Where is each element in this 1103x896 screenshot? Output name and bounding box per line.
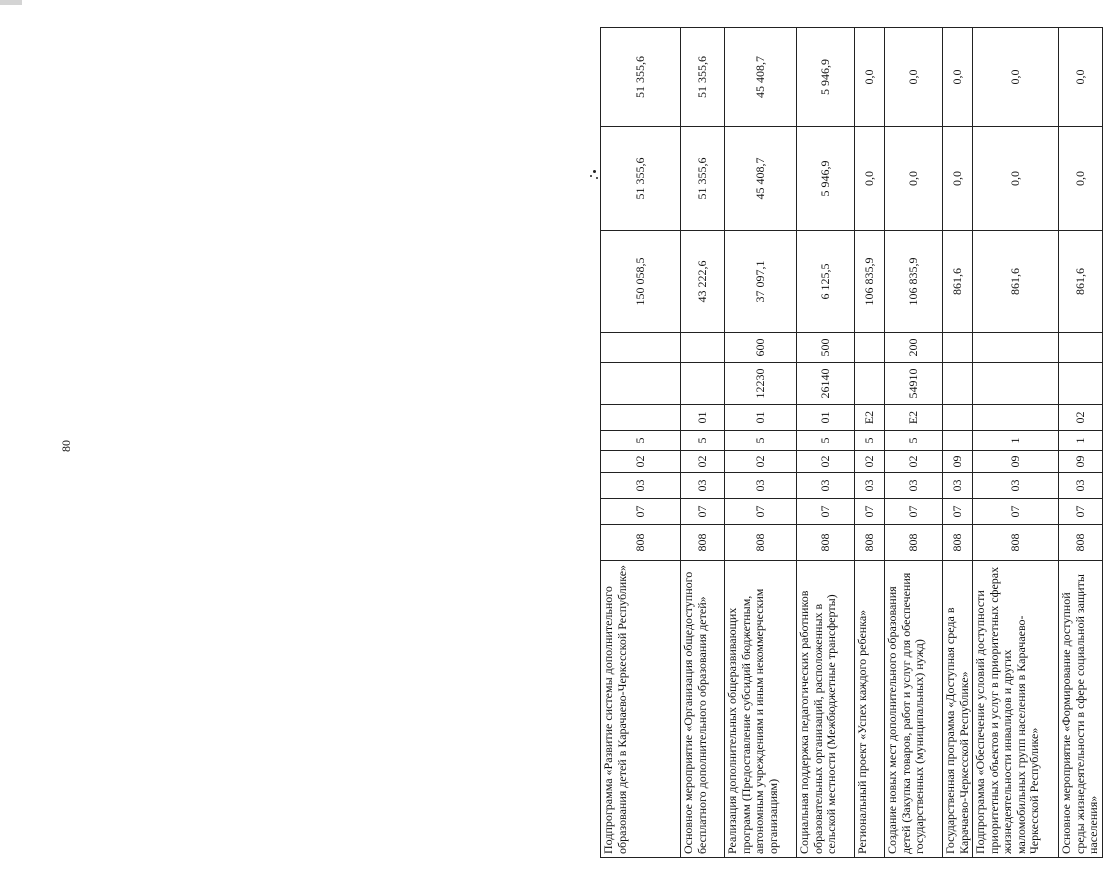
cell-csr-subprogram: 5 bbox=[601, 431, 681, 451]
cell-name: Подпрограмма «Обеспечение условий доступности приоритетных объектов и услуг в приоритетных сферах жизнедеятельности инвалидов и других маломобильных групп населения в Карачаево-Черкесской Республике» bbox=[973, 561, 1059, 858]
cell-pr: 03 bbox=[855, 473, 885, 499]
cell-csr-subprogram: 5 bbox=[855, 431, 885, 451]
cell-csr-program: 02 bbox=[855, 451, 885, 473]
cell-sum-1: 106 835,9 bbox=[885, 231, 943, 333]
cell-csr-direction: 26140 bbox=[797, 363, 855, 405]
cell-vr bbox=[1059, 333, 1103, 363]
cell-vr bbox=[601, 333, 681, 363]
cell-csr-direction bbox=[1059, 363, 1103, 405]
cell-csr-event: 02 bbox=[1059, 405, 1103, 431]
cell-csr-program: 09 bbox=[1059, 451, 1103, 473]
rotated-page-content bbox=[600, 28, 1100, 858]
cell-pr: 03 bbox=[797, 473, 855, 499]
table-row bbox=[797, 28, 855, 858]
cell-name: Основное мероприятие «Организация общедоступного бесплатного дополнительного образования детей» bbox=[681, 561, 725, 858]
cell-csr-program: 02 bbox=[681, 451, 725, 473]
cell-csr-program: 02 bbox=[725, 451, 797, 473]
cell-ved: 808 bbox=[943, 525, 973, 561]
cell-csr-subprogram: 5 bbox=[681, 431, 725, 451]
cell-ved: 808 bbox=[973, 525, 1059, 561]
cell-csr-event: E2 bbox=[855, 405, 885, 431]
table-row bbox=[601, 28, 681, 858]
cell-vr: 600 bbox=[725, 333, 797, 363]
cell-name: Основное мероприятие «Формирование доступной среды жизнедеятельности в сфере социальной защиты населения» bbox=[1059, 561, 1103, 858]
table-row bbox=[681, 28, 725, 858]
cell-rz: 07 bbox=[797, 499, 855, 525]
cell-sum-2: 45 408,7 bbox=[725, 127, 797, 231]
cell-ved: 808 bbox=[725, 525, 797, 561]
cell-vr bbox=[973, 333, 1059, 363]
cell-sum-2: 51 355,6 bbox=[681, 127, 725, 231]
cell-csr-subprogram: 5 bbox=[797, 431, 855, 451]
cell-rz: 07 bbox=[725, 499, 797, 525]
cell-csr-event: 01 bbox=[681, 405, 725, 431]
cell-pr: 03 bbox=[681, 473, 725, 499]
cell-pr: 03 bbox=[601, 473, 681, 499]
cell-csr-subprogram bbox=[943, 431, 973, 451]
cell-vr bbox=[943, 333, 973, 363]
cell-csr-subprogram: 1 bbox=[1059, 431, 1103, 451]
cell-csr-event bbox=[601, 405, 681, 431]
cell-rz: 07 bbox=[681, 499, 725, 525]
cell-sum-2: 0,0 bbox=[855, 127, 885, 231]
table-row bbox=[973, 28, 1059, 858]
cell-ved: 808 bbox=[885, 525, 943, 561]
table-row bbox=[855, 28, 885, 858]
cell-vr bbox=[681, 333, 725, 363]
cell-vr: 200 bbox=[885, 333, 943, 363]
cell-rz: 07 bbox=[855, 499, 885, 525]
cell-csr-event: E2 bbox=[885, 405, 943, 431]
cell-sum-1: 43 222,6 bbox=[681, 231, 725, 333]
cell-csr-program: 02 bbox=[885, 451, 943, 473]
cell-sum-3: 45 408,7 bbox=[725, 28, 797, 127]
cell-csr-direction bbox=[855, 363, 885, 405]
cell-pr: 03 bbox=[725, 473, 797, 499]
cell-sum-1: 37 097,1 bbox=[725, 231, 797, 333]
cell-csr-direction bbox=[973, 363, 1059, 405]
scan-speck bbox=[596, 177, 598, 179]
cell-sum-3: 51 355,6 bbox=[601, 28, 681, 127]
cell-rz: 07 bbox=[943, 499, 973, 525]
cell-csr-event bbox=[973, 405, 1059, 431]
cell-csr-direction bbox=[601, 363, 681, 405]
cell-csr-direction bbox=[681, 363, 725, 405]
cell-csr-program: 02 bbox=[601, 451, 681, 473]
cell-vr bbox=[855, 333, 885, 363]
cell-csr-program: 02 bbox=[797, 451, 855, 473]
cell-sum-3: 5 946,9 bbox=[797, 28, 855, 127]
cell-sum-3: 0,0 bbox=[1059, 28, 1103, 127]
cell-csr-subprogram: 5 bbox=[885, 431, 943, 451]
cell-rz: 07 bbox=[1059, 499, 1103, 525]
cell-pr: 03 bbox=[943, 473, 973, 499]
cell-name: Подпрограмма «Развитие системы дополнительного образования детей в Карачаево-Черкесской Республике» bbox=[601, 561, 681, 858]
cell-ved: 808 bbox=[855, 525, 885, 561]
cell-csr-program: 09 bbox=[973, 451, 1059, 473]
cell-sum-2: 0,0 bbox=[1059, 127, 1103, 231]
cell-csr-event: 01 bbox=[725, 405, 797, 431]
cell-csr-subprogram: 1 bbox=[973, 431, 1059, 451]
cell-sum-2: 0,0 bbox=[943, 127, 973, 231]
cell-rz: 07 bbox=[885, 499, 943, 525]
cell-sum-1: 861,6 bbox=[1059, 231, 1103, 333]
cell-name: Социальная поддержка педагогических работников образовательных организаций, расположенных в сельской местности (Межбюджетные трансферты) bbox=[797, 561, 855, 858]
cell-csr-direction: 54910 bbox=[885, 363, 943, 405]
cell-ved: 808 bbox=[797, 525, 855, 561]
cell-csr-program: 09 bbox=[943, 451, 973, 473]
scan-speck bbox=[590, 175, 592, 177]
cell-csr-subprogram: 5 bbox=[725, 431, 797, 451]
cell-sum-3: 0,0 bbox=[943, 28, 973, 127]
table-row bbox=[885, 28, 943, 858]
cell-ved: 808 bbox=[681, 525, 725, 561]
scan-speck bbox=[593, 170, 596, 173]
cell-pr: 03 bbox=[885, 473, 943, 499]
cell-name: Реализация дополнительных общеразвивающих программ (Предоставление субсидий бюджетным, автономным учреждениям и иным некоммерческим организациям) bbox=[725, 561, 797, 858]
cell-sum-1: 861,6 bbox=[973, 231, 1059, 333]
cell-sum-3: 51 355,6 bbox=[681, 28, 725, 127]
page-number: 80 bbox=[59, 440, 73, 452]
cell-sum-2: 5 946,9 bbox=[797, 127, 855, 231]
cell-vr: 500 bbox=[797, 333, 855, 363]
cell-sum-3: 0,0 bbox=[885, 28, 943, 127]
cell-csr-event: 01 bbox=[797, 405, 855, 431]
cell-pr: 03 bbox=[973, 473, 1059, 499]
cell-rz: 07 bbox=[973, 499, 1059, 525]
budget-table bbox=[600, 27, 1103, 858]
cell-csr-event bbox=[943, 405, 973, 431]
cell-name: Региональный проект «Успех каждого ребенка» bbox=[855, 561, 885, 858]
cell-sum-3: 0,0 bbox=[973, 28, 1059, 127]
table-row bbox=[943, 28, 973, 858]
cell-sum-1: 150 058,5 bbox=[601, 231, 681, 333]
cell-ved: 808 bbox=[601, 525, 681, 561]
scan-corner-mark bbox=[0, 0, 22, 5]
cell-sum-3: 0,0 bbox=[855, 28, 885, 127]
cell-sum-2: 51 355,6 bbox=[601, 127, 681, 231]
cell-sum-1: 106 835,9 bbox=[855, 231, 885, 333]
cell-sum-1: 861,6 bbox=[943, 231, 973, 333]
cell-name: Государственная программа «Доступная среда в Карачаево-Черкесской Республике» bbox=[943, 561, 973, 858]
cell-csr-direction bbox=[943, 363, 973, 405]
table-row bbox=[1059, 28, 1103, 858]
table-row bbox=[725, 28, 797, 858]
cell-pr: 03 bbox=[1059, 473, 1103, 499]
cell-ved: 808 bbox=[1059, 525, 1103, 561]
cell-rz: 07 bbox=[601, 499, 681, 525]
cell-sum-2: 0,0 bbox=[885, 127, 943, 231]
cell-sum-2: 0,0 bbox=[973, 127, 1059, 231]
cell-csr-direction: 12230 bbox=[725, 363, 797, 405]
cell-name: Создание новых мест дополнительного образования детей (Закупка товаров, работ и услуг для обеспечения государственных (муниципальных) нужд) bbox=[885, 561, 943, 858]
cell-sum-1: 6 125,5 bbox=[797, 231, 855, 333]
